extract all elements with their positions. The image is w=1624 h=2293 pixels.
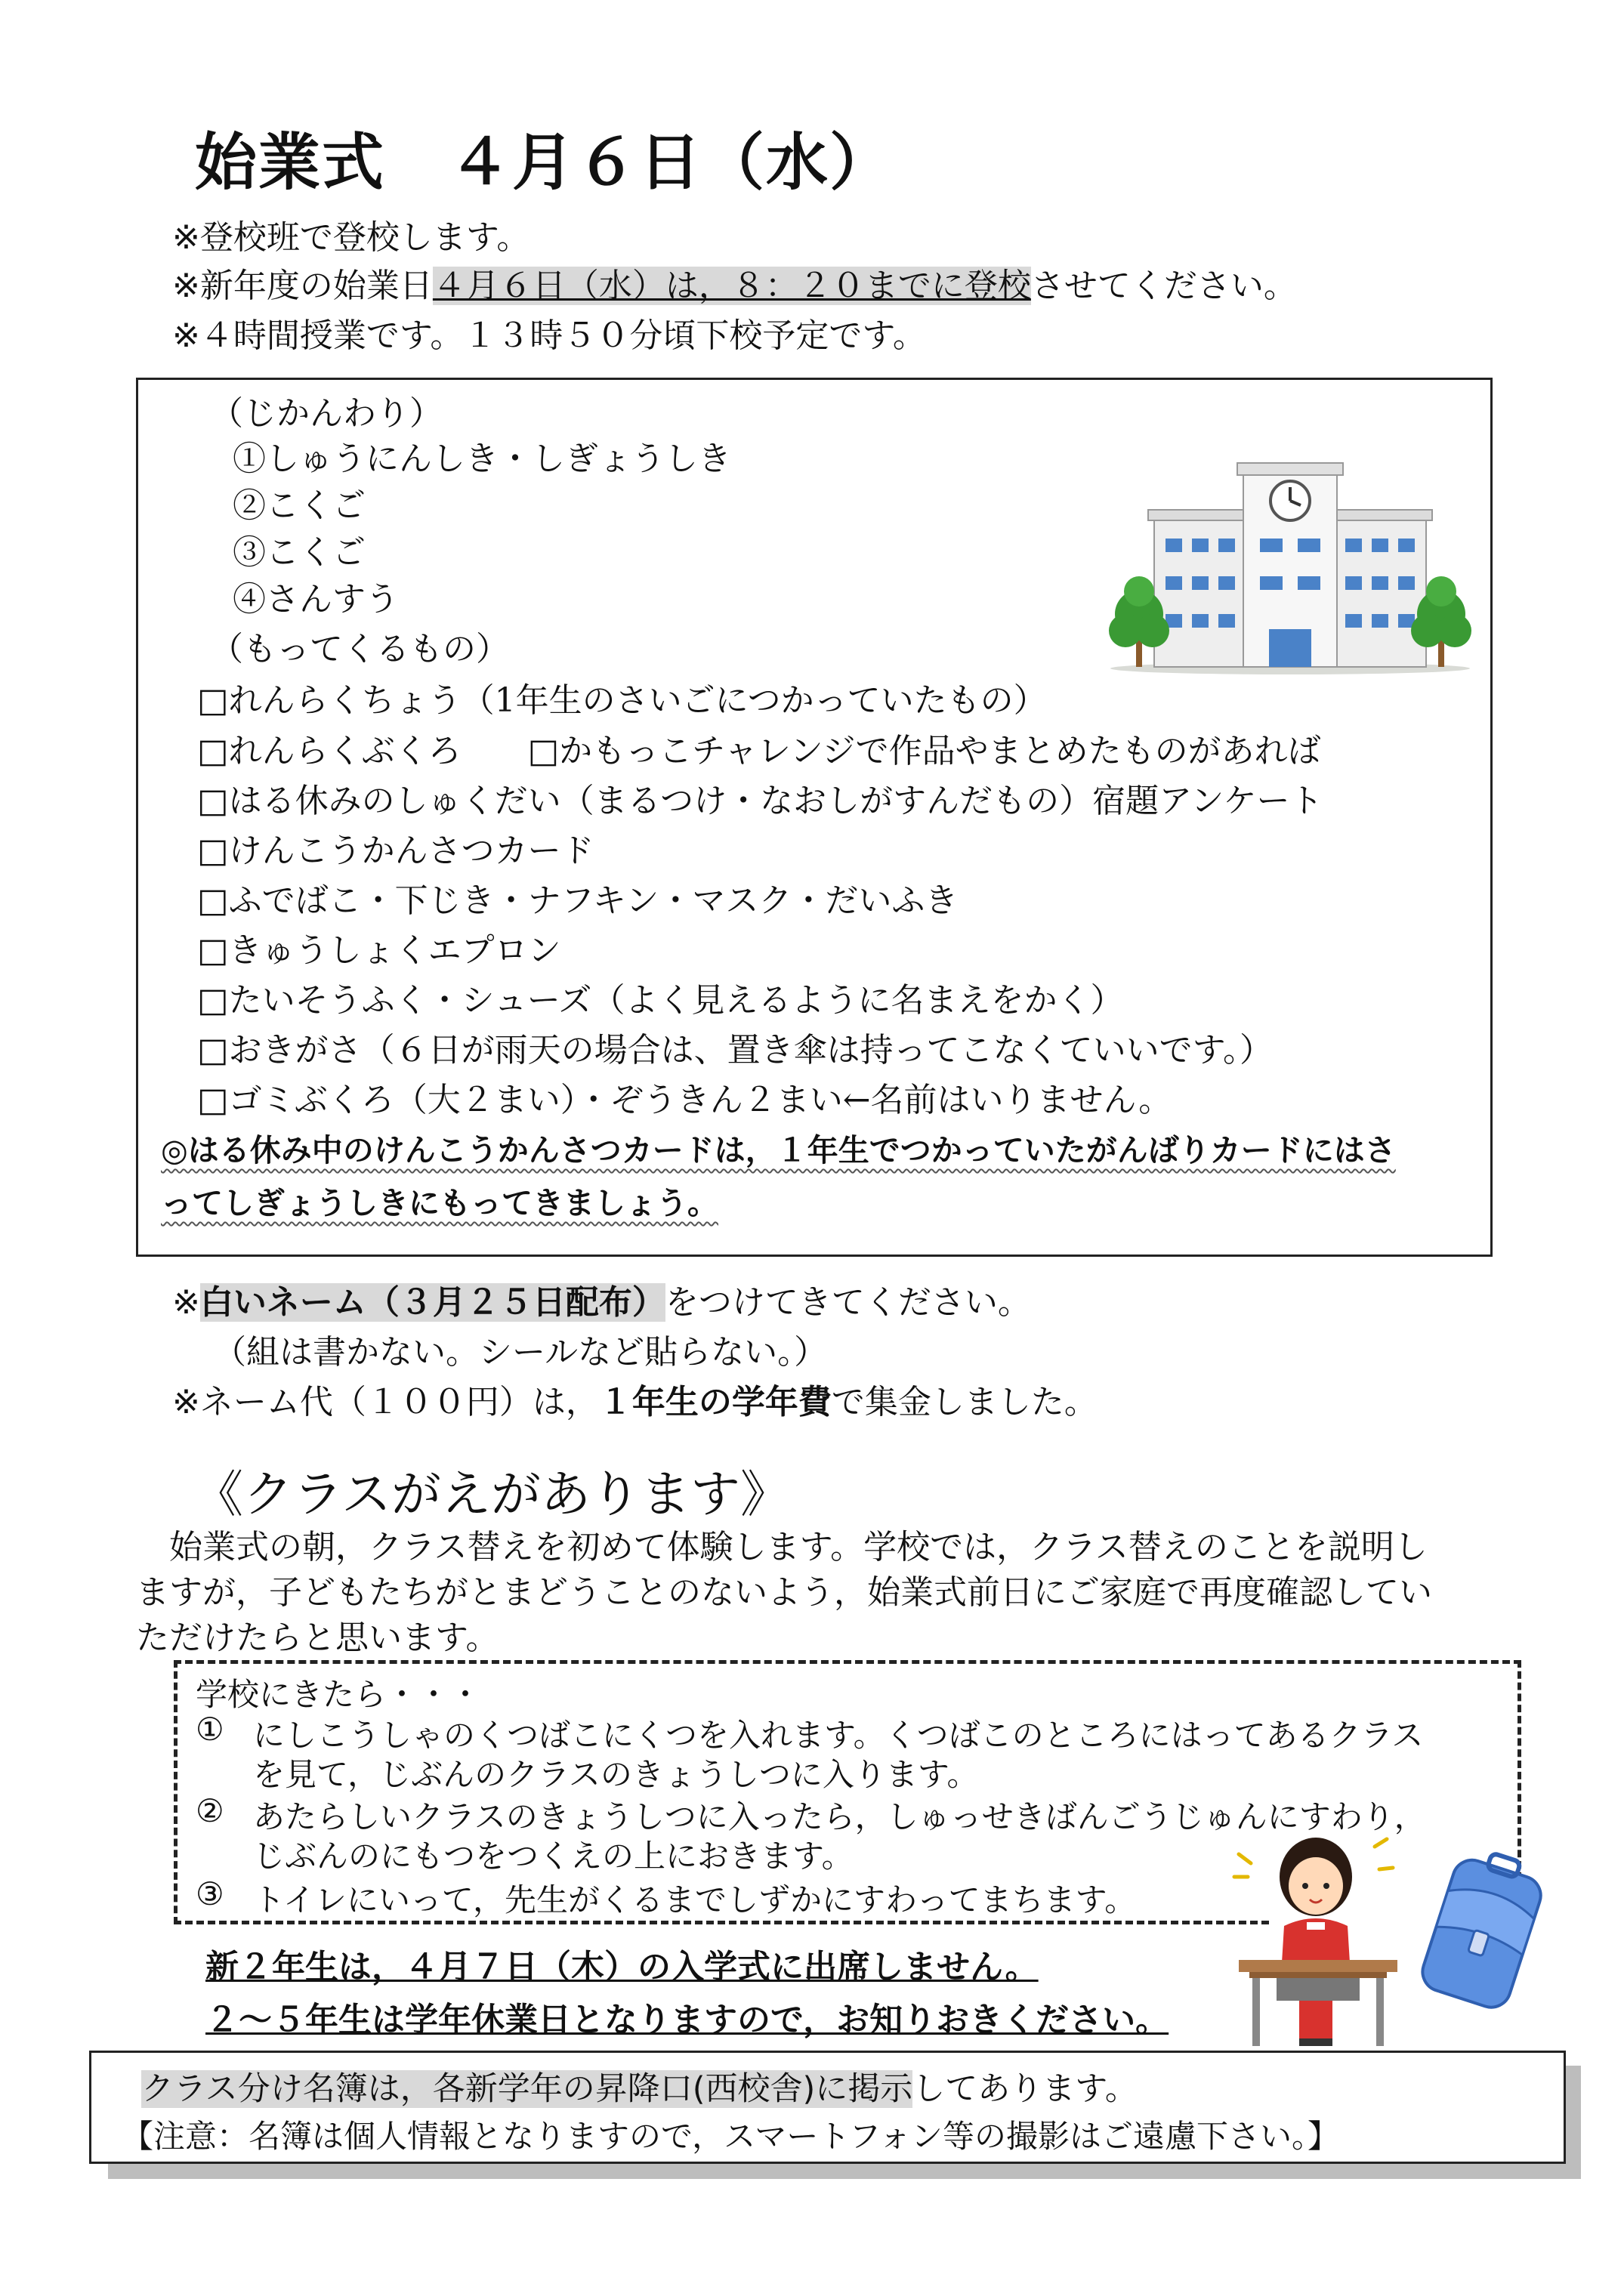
belongings-note-line2: ってしぎょうしきにもってきましょう。: [161, 1185, 718, 1221]
belonging-item: □けんこうかんさつカード: [197, 832, 594, 870]
note-first-day-highlight: ４月６日（水）は，８：２０までに登校: [432, 267, 1031, 305]
name-tag-fee: [172, 1375, 1098, 1423]
name-tag-fee-bold: １年生の学年費: [598, 1383, 832, 1421]
name-tag-note: [172, 1275, 1031, 1323]
step-line: あたらしいクラスのきょうしつに入ったら，しゅっせきばんごうじゅんにすわり，: [253, 1798, 1426, 1835]
notice-school-holiday: ２～５年生は学年休業日となりますので，お知りおきください。: [205, 2001, 1169, 2039]
belonging-item: □れんらくちょう（1年生のさいごにつかっていたもの）: [197, 681, 1047, 720]
belonging-item: □ふでばこ・下じき・ナフキン・マスク・だいふき: [197, 881, 959, 920]
class-change-para: ただけたらと思います。: [136, 1619, 499, 1657]
belonging-item: □たいそうふく・シューズ（よく見えるように名まえをかく）: [197, 981, 1124, 1020]
page-title: 始業式 ４月６日（水）: [195, 127, 894, 199]
notice-entrance-ceremony: 新２年生は，４月７日（木）の入学式に出席しません。: [205, 1948, 1039, 1986]
name-tag-fee-post: で集金しました。: [831, 1383, 1098, 1421]
name-tag-fee-pre: ※ネーム代（１００円）は，: [172, 1383, 599, 1421]
class-change-heading: 《クラスがえがあります》: [193, 1465, 791, 1523]
name-tag-note-highlight: 白いネーム（３月２５日配布）: [199, 1283, 665, 1322]
step-number: ②: [196, 1792, 224, 1829]
schedule-heading: （じかんわり）: [210, 394, 443, 433]
arrival-steps-box-bottom-border: [174, 1921, 1269, 1924]
schedule-item: ③こくご: [233, 533, 366, 572]
arrival-steps-heading: 学校にきたら・・・: [196, 1676, 482, 1713]
roster-location-highlight: クラス分け名簿は，各新学年の昇降口(西校舎)に掲示: [141, 2070, 913, 2108]
schedule-belongings-box: [136, 378, 1493, 1257]
note-first-day: [172, 258, 1297, 307]
schedule-item: ②こくご: [233, 486, 366, 525]
belonging-item: □きゅうしょくエプロン: [197, 931, 561, 970]
class-change-para: ますが，子どもたちがとまどうことのないよう，始業式前日にご家庭で再度確認してい: [136, 1573, 1432, 1612]
roster-location: [141, 2063, 1138, 2109]
note-commute: ※登校班で登校します。: [172, 218, 530, 257]
step-number: ①: [196, 1711, 224, 1748]
roster-privacy-warning: 【注意：名簿は個人情報となりますので，スマートフォン等の撮影はご遠慮下さい。】: [122, 2118, 1339, 2155]
step-line: トイレにいって，先生がくるまでしずかにすわってまちます。: [253, 1881, 1137, 1918]
step-line: を見て，じぶんのクラスのきょうしつに入ります。: [253, 1756, 979, 1793]
student-at-desk-illustration: [1224, 1824, 1405, 2051]
belongings-note-line1: ◎はる休み中のけんこうかんさつカードは，１年生でつかっていたがんばりカードにはさ: [161, 1132, 1396, 1168]
roster-box: [89, 2051, 1566, 2164]
class-change-para: 始業式の朝，クラス替えを初めて体験します。学校では，クラス替えのことを説明し: [136, 1528, 1428, 1566]
step-line: じぶんのにもつをつくえの上におきます。: [253, 1838, 854, 1875]
backpack-illustration: [1405, 1850, 1556, 2024]
schedule-item: ④さんすう: [233, 580, 399, 619]
schedule-item: ①しゅうにんしき・しぎょうしき: [233, 440, 731, 478]
school-building-illustration: [1109, 455, 1471, 674]
note-first-day-post: させてください。: [1030, 267, 1297, 305]
belongings-heading: （もってくるもの）: [210, 630, 509, 668]
name-tag-note-post: をつけてきてください。: [665, 1283, 1031, 1322]
name-tag-note-pre: ※: [172, 1283, 200, 1322]
note-first-day-pre: ※新年度の始業日: [172, 267, 433, 305]
belonging-item: □ゴミぶくろ（大２まい）・ぞうきん２まい←名前はいりません。: [197, 1081, 1172, 1119]
belonging-item: □はる休みのしゅくだい（まるつけ・なおしがすんだもの）宿題アンケート: [197, 782, 1323, 820]
belonging-item: □れんらくぶくろ □かもっこチャレンジで作品やまとめたものがあれば: [197, 732, 1321, 770]
roster-location-post: してあります。: [912, 2070, 1138, 2108]
step-line: にしこうしゃのくつばこにくつを入れます。くつばこのところにはってあるクラス: [253, 1717, 1424, 1754]
belonging-item: □おきがさ（６日が雨天の場合は、置き傘は持ってこなくていいです。）: [197, 1031, 1274, 1069]
note-dismissal: ※４時間授業です。１３時５０分頃下校予定です。: [172, 316, 926, 355]
name-tag-rules: （組は書かない。シールなど貼らない。）: [213, 1333, 828, 1372]
step-number: ③: [196, 1875, 224, 1912]
